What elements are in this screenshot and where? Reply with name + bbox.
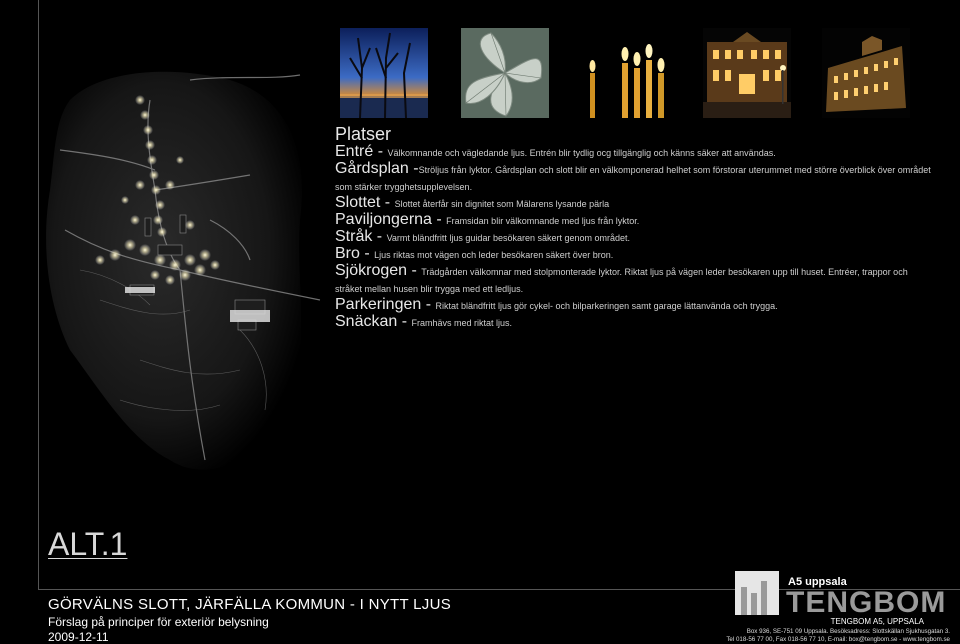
places-heading: Platser — [335, 124, 392, 144]
photo-strip — [340, 28, 910, 120]
entry-desc: Ljus riktas mot vägen och leder besökaren säkert över bron. — [374, 250, 614, 260]
entry-paviljongerna — [335, 212, 935, 229]
entry-name: Sjökrogen - — [335, 262, 422, 279]
entry-name: Entré - — [335, 143, 388, 160]
castle-facade-night-photo — [703, 28, 791, 118]
entry-desc: Ströljus från lyktor. Gårdsplan och slott blir en välkomponerad helhet som förstorar uterummet med större överblick över området som stärker trygghetsupplevelsen. — [335, 165, 931, 192]
logo-wordmark: TENGBOM — [786, 586, 947, 619]
entry-name: Paviljongerna - — [335, 211, 447, 228]
entry-bro — [335, 246, 935, 263]
castle-side-night-photo — [822, 28, 910, 118]
entry-parkeringen — [335, 297, 935, 314]
project-subtitle: Förslag på principer för exteriör belysning — [48, 615, 269, 629]
entry-name: Bro - — [335, 245, 375, 262]
entry-desc: Framhävs med riktat ljus. — [411, 318, 513, 328]
entry-strak — [335, 229, 935, 246]
entry-desc: Trädgården välkomnar med stolpmonterade lyktor. Riktat ljus på vägen leder besökaren upp till huset. Entréer, trappor och stråket mellan husen blir trygga med ett ledljus. — [335, 267, 908, 294]
entry-name: Slottet - — [335, 194, 395, 211]
entry-sjokrogen — [335, 263, 935, 297]
entry-desc: Framsidan blir välkomnande med ljus från lyktor. — [446, 216, 640, 226]
tengbom-logo-mark — [735, 571, 779, 615]
entry-slottet — [335, 195, 935, 212]
entry-snackan — [335, 314, 935, 331]
entry-gardsplan — [335, 161, 935, 195]
project-date: 2009-12-11 — [48, 630, 109, 644]
entry-entre — [335, 144, 935, 161]
entry-name: Stråk - — [335, 228, 387, 245]
entry-desc: Välkomnande och vägledande ljus. Entrén blir tydlig ocg tillgänglig och känns säker att användas. — [387, 148, 776, 158]
alternative-label: ALT.1 — [48, 526, 128, 562]
candles-photo — [582, 28, 670, 118]
office-contact: Tel 018-56 77 00, Fax 018-56 77 10, E-mail: box@tengbom.se - www.tengbom.se — [726, 636, 950, 643]
office-address: Box 936, SE-751 09 Uppsala. Besöksadress: Slottskällan Sjukhusgatan 3. — [746, 628, 950, 635]
frosted-leaves-photo — [461, 28, 549, 118]
project-title: GÖRVÄLNS SLOTT, JÄRFÄLLA KOMMUN - I NYTT LJUS — [48, 596, 452, 613]
logo-office-name: TENGBOM A5, UPPSALA — [830, 617, 924, 626]
entry-name: Parkeringen - — [335, 296, 436, 313]
left-border-line — [38, 0, 39, 590]
entry-name: Snäckan - — [335, 313, 412, 330]
site-lighting-map — [40, 60, 330, 480]
entry-desc: Varmt bländfritt ljus guidar besökaren säkert genom området. — [386, 233, 631, 243]
lakeside-trees-dusk-photo — [340, 28, 428, 118]
entry-desc: Riktat bländfritt ljus gör cykel- och bilparkeringen samt garage lättanvända och trygga. — [435, 301, 778, 311]
places-description — [335, 124, 935, 331]
entry-desc: Slottet återfår sin dignitet som Mälarens lysande pärla — [394, 199, 610, 209]
entry-name: Gårdsplan - — [335, 160, 419, 177]
logo-office-tag: A5 uppsala — [788, 576, 847, 588]
